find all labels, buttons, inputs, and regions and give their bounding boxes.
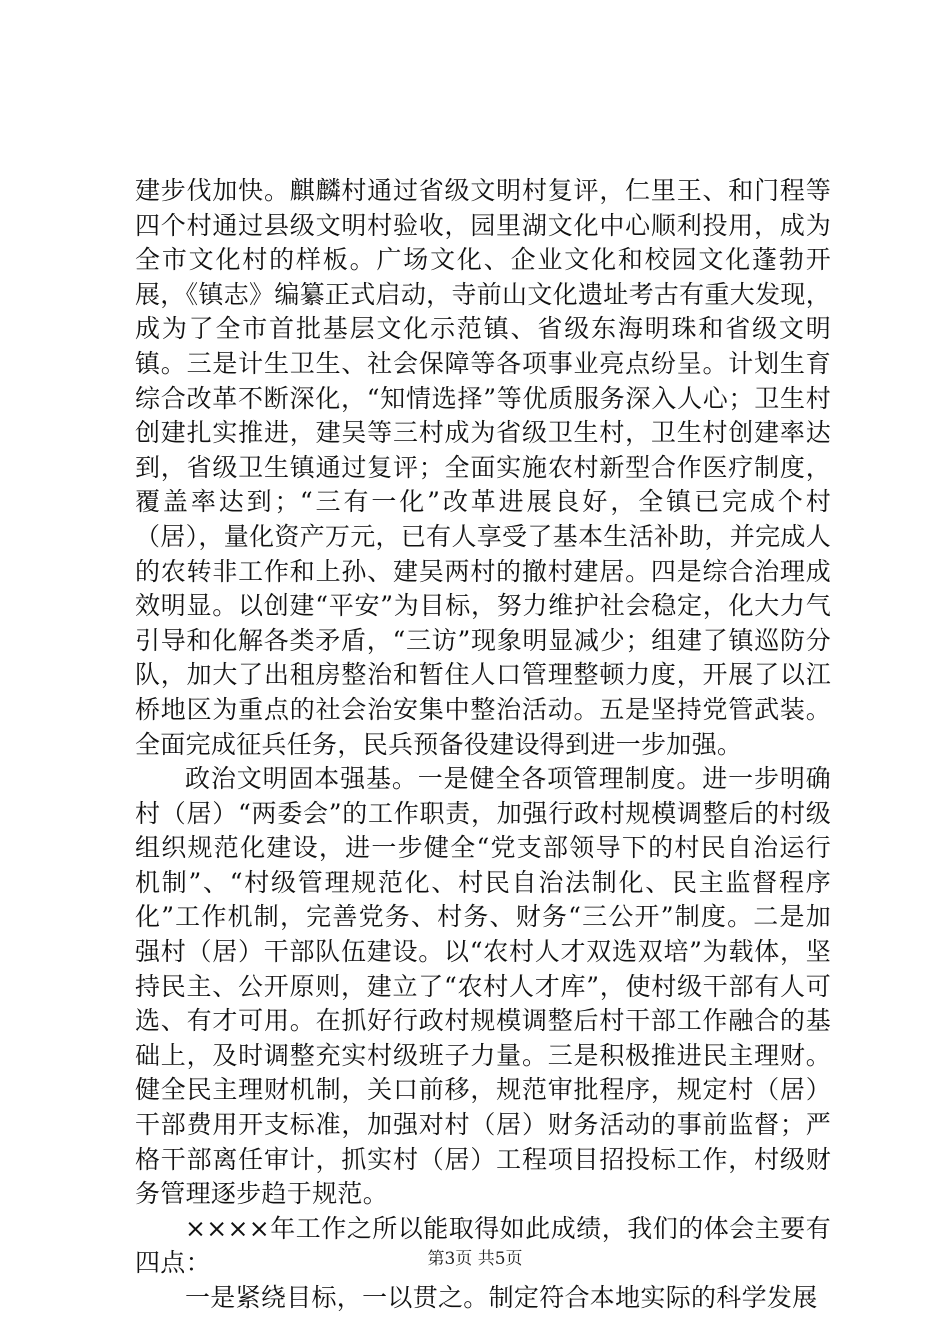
- paragraph-political-civilization: 政治文明固本强基。一是健全各项管理制度。进一步明确村（居）“两委会”的工作职责，加强行政村规模调整后的村级组织规范化建设，进一步健全“党支部领导下的村民自治运行机制”、“村级管理规范化、村民自治法制化、民主监督程序化”工作机制，完善党务、村务、财务“三公开”制度。二是加强村（居）干部队伍建设。以“农村人才双选双培”为载体，坚持民主、公开原则，建立了“农村人才库”，使村级干部有人可选、有才可用。在抓好行政村规模调整后村干部工作融合的基础上，及时调整充实村级班子力量。三是积极推进民主理财。健全民主理财机制，关口前移，规范审批程序，规定村（居）干部费用开支标准，加强对村（居）财务活动的事前监督；严格干部离任审计，抓实村（居）工程项目招投标工作，村级财务管理逐步趋于规范。: [135, 764, 831, 1209]
- document-body: [135, 174, 831, 1316]
- paragraph-point-one: 一是紧绕目标，一以贯之。制定符合本地实际的科学发展: [185, 1283, 818, 1312]
- paragraph-experience-intro: ××××年工作之所以能取得如此成绩，我们的体会主要有四点：: [135, 1213, 831, 1278]
- page-number-footer: 第3页 共5页: [427, 1249, 523, 1269]
- paragraph-continuation: 建步伐加快。麒麟村通过省级文明村复评，仁里王、和门程等四个村通过县级文明村验收，园里湖文化中心顺利投用，成为全市文化村的样板。广场文化、企业文化和校园文化蓬勃开展，《镇志》编纂正式启动，寺前山文化遗址考古有重大发现，成为了全市首批基层文化示范镇、省级东海明珠和省级文明镇。三是计生卫生、社会保障等各项事业亮点纷呈。计划生育综合改革不断深化，“知情选择”等优质服务深入人心；卫生村创建扎实推进，建吴等三村成为省级卫生村，卫生村创建率达到，省级卫生镇通过复评；全面实施农村新型合作医疗制度，覆盖率达到；“三有一化”改革进展良好，全镇已完成个村（居），量化资产万元，已有人享受了基本生活补助，并完成人的农转非工作和上孙、建吴两村的撤村建居。四是综合治理成效明显。以创建“平安”为目标，努力维护社会稳定，化大力气引导和化解各类矛盾，“三访”现象明显减少；组建了镇巡防分队，加大了出租房整治和暂住人口管理整顿力度，开展了以江桥地区为重点的社会治安集中整治活动。五是坚持党管武装。全面完成征兵任务，民兵预备役建设得到进一步加强。: [135, 176, 831, 759]
